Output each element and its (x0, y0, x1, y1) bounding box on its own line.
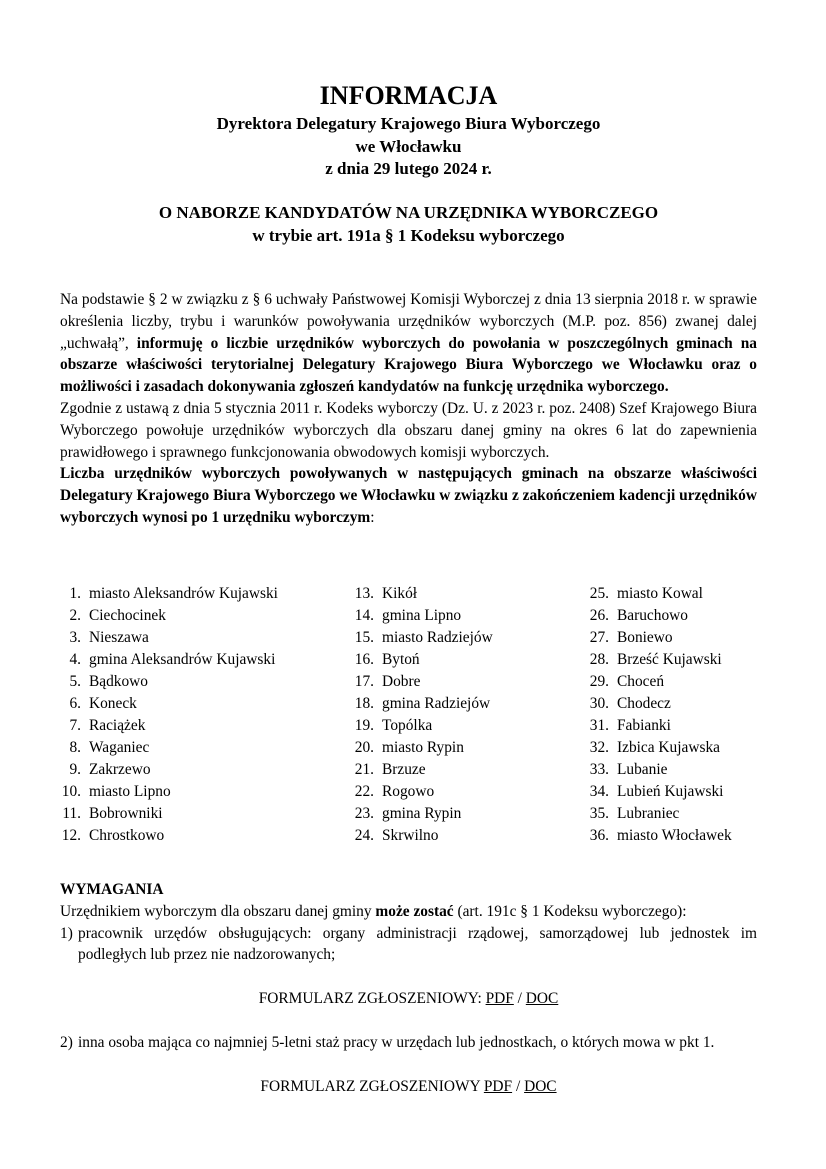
gmina-number: 20. (354, 739, 374, 756)
gmina-number: 27. (589, 629, 609, 646)
requirements-intro-ref: (art. 191c § 1 Kodeksu wyborczego): (453, 902, 687, 920)
gmina-number: 10. (61, 783, 81, 800)
gmina-name: Zakrzewo (89, 761, 151, 778)
form-separator: / (513, 990, 526, 1008)
document-heading (60, 201, 757, 247)
requirement-marker: 1) (60, 924, 73, 942)
gmina-list-item (345, 781, 493, 803)
gmina-name: gmina Radziejów (382, 695, 491, 712)
gmina-list-item (345, 759, 493, 781)
gmina-number: 17. (354, 673, 374, 690)
gmina-number: 30. (589, 695, 609, 712)
gmina-name: Skrwilno (382, 827, 439, 844)
gmina-name: gmina Rypin (382, 805, 462, 822)
gmina-name: miasto Rypin (382, 739, 464, 756)
requirements-intro (60, 901, 757, 923)
requirements-heading: WYMAGANIA (60, 881, 164, 898)
intro-paragraph-1 (60, 289, 757, 398)
gmina-number: 29. (589, 673, 609, 690)
gmina-name: Ciechocinek (89, 607, 166, 624)
form-doc-link[interactable]: DOC (524, 1077, 557, 1095)
form-separator: / (512, 1077, 525, 1095)
subtitle-location: we Włocławku (355, 136, 462, 156)
heading-sub: w trybie art. 191a § 1 Kodeksu wyborczego (252, 226, 565, 245)
gmina-list-item (580, 781, 732, 803)
gmina-list-item (60, 627, 278, 649)
gmina-number: 25. (589, 585, 609, 602)
gmina-list-item (345, 649, 493, 671)
gmina-name: Chodecz (617, 695, 671, 712)
gmina-name: Topólka (382, 717, 433, 734)
gmina-list-item (60, 737, 278, 759)
document-title: INFORMACJA (319, 81, 498, 110)
gmina-list-item (580, 583, 732, 605)
gmina-name: miasto Włocławek (617, 827, 732, 844)
gmina-number: 5. (69, 673, 81, 690)
gmina-list-item (580, 715, 732, 737)
intro-p3-tail: : (370, 508, 375, 526)
requirements-intro-bold: może zostać (375, 902, 454, 920)
gmina-name: gmina Lipno (382, 607, 462, 624)
form-pdf-link[interactable]: PDF (483, 1077, 513, 1095)
gmina-number: 33. (589, 761, 609, 778)
gmina-number: 1. (69, 585, 81, 602)
gmina-list-item (60, 803, 278, 825)
gmina-list-item (580, 759, 732, 781)
intro-p1-plain: Na podstawie § 2 w związku z § 6 uchwały Państwowej Komisji Wyborczej z dnia 13 sierpnia 2018 r. w sprawie określenia liczby, trybu i warunków powoływania urzędników wyborczych (M.P. poz. 856) zwanej dalej „uchwałą”, (60, 291, 757, 352)
gmina-list-item (60, 759, 278, 781)
gmina-name: Izbica Kujawska (617, 739, 720, 756)
gmina-name: gmina Aleksandrów Kujawski (89, 651, 276, 668)
gmina-name: Brześć Kujawski (617, 651, 722, 668)
gmina-number: 19. (354, 717, 374, 734)
application-form-line-1 (60, 988, 757, 1010)
gmina-number: 16. (354, 651, 374, 668)
gmina-name: Waganiec (89, 739, 150, 756)
gmina-name: Baruchowo (617, 607, 688, 624)
gmina-name: Nieszawa (89, 629, 149, 646)
gmina-name: Koneck (89, 695, 137, 712)
gmina-number: 36. (589, 827, 609, 844)
document-subtitle (60, 113, 757, 181)
gmina-list-item (580, 605, 732, 627)
gmina-name: Rogowo (382, 783, 435, 800)
gmina-number: 15. (354, 629, 374, 646)
gmina-list-item (345, 737, 493, 759)
gmina-number: 8. (69, 739, 81, 756)
gmina-name: Chrostkowo (89, 827, 165, 844)
gmina-list-item (345, 605, 493, 627)
gminy-column-3 (580, 583, 732, 847)
heading-main: O NABORZE KANDYDATÓW NA URZĘDNIKA WYBORCZEGO (158, 203, 659, 222)
subtitle-issuer: Dyrektora Delegatury Krajowego Biura Wyborczego (216, 114, 601, 133)
gmina-number: 26. (589, 607, 609, 624)
gmina-list-item (580, 671, 732, 693)
gmina-name: Kikół (382, 585, 418, 602)
gmina-list-item (60, 693, 278, 715)
gmina-name: Lubień Kujawski (617, 783, 724, 800)
gmina-number: 11. (62, 805, 81, 822)
gmina-list-item (60, 605, 278, 627)
gmina-name: Lubanie (617, 761, 668, 778)
gmina-number: 13. (354, 585, 374, 602)
intro-paragraph-2: Zgodnie z ustawą z dnia 5 stycznia 2011 r. Kodeks wyborczy (Dz. U. z 2023 r. poz. 2408) Szef Krajowego Biura Wyborczego powołuje urzędników wyborczych dla obszaru danej gminy na okres 6 lat do zapewnienia prawidłowego i sprawnego funkcjonowania obwodowych komisji wyborczych. (60, 399, 757, 461)
gmina-list-item (60, 583, 278, 605)
intro-paragraph-3 (60, 463, 757, 528)
gmina-name: Bytoń (382, 651, 420, 668)
gmina-name: Fabianki (617, 717, 671, 734)
gmina-list-item (580, 627, 732, 649)
requirement-text: pracownik urzędów obsługujących: organy administracji rządowej, samorządowej lub jednostek im podległych lub przez nie nadzorowanych; (78, 924, 757, 964)
gmina-list-item (60, 649, 278, 671)
application-form-line-2 (60, 1076, 757, 1098)
gmina-name: miasto Lipno (89, 783, 171, 800)
intro-p3-bold: Liczba urzędników wyborczych powoływanych w następujących gminach na obszarze właściwości Delegatury Krajowego Biura Wyborczego we Włocławku w związku z zakończeniem kadencji urzędników wyborczych wynosi po 1 urzędniku wyborczym (60, 465, 757, 526)
gmina-name: Choceń (617, 673, 665, 690)
gmina-list-item (345, 715, 493, 737)
gmina-list-item (60, 715, 278, 737)
gmina-name: Bądkowo (89, 673, 148, 690)
gmina-number: 24. (354, 827, 374, 844)
form-label: FORMULARZ ZGŁOSZENIOWY: (258, 990, 486, 1008)
form-label: FORMULARZ ZGŁOSZENIOWY (260, 1077, 484, 1095)
gminy-column-2 (345, 583, 493, 847)
requirements-intro-text: Urzędnikiem wyborczym dla obszaru danej gminy (60, 902, 376, 920)
gmina-list-item (580, 693, 732, 715)
gmina-number: 23. (354, 805, 374, 822)
form-doc-link[interactable]: DOC (525, 990, 559, 1008)
requirement-marker: 2) (60, 1033, 73, 1051)
gmina-number: 3. (69, 629, 81, 646)
gmina-list-item (345, 825, 493, 847)
gmina-list-item (60, 825, 278, 847)
gmina-name: Raciążek (89, 717, 146, 734)
gmina-name: Boniewo (617, 629, 673, 646)
subtitle-date: z dnia 29 lutego 2024 r. (325, 159, 492, 178)
gmina-number: 9. (69, 761, 81, 778)
gmina-number: 4. (69, 651, 81, 668)
gmina-number: 32. (589, 739, 609, 756)
intro-section (60, 289, 757, 529)
gmina-number: 34. (589, 783, 609, 800)
gmina-number: 12. (61, 827, 81, 844)
gmina-name: miasto Radziejów (382, 629, 493, 646)
gmina-number: 21. (354, 761, 374, 778)
gmina-number: 35. (589, 805, 609, 822)
gmina-number: 18. (354, 695, 374, 712)
gmina-list-item (580, 825, 732, 847)
gmina-list-item (60, 781, 278, 803)
requirement-item-1 (60, 923, 757, 967)
gmina-list-item (580, 737, 732, 759)
gmina-list-item (345, 671, 493, 693)
gmina-number: 22. (354, 783, 374, 800)
requirement-text: inna osoba mająca co najmniej 5-letni staż pracy w urzędach lub jednostkach, o których mowa w pkt 1. (78, 1033, 715, 1051)
gmina-list-item (580, 803, 732, 825)
gmina-list-item (580, 649, 732, 671)
requirements-section (60, 879, 757, 1098)
form-pdf-link[interactable]: PDF (485, 990, 514, 1008)
gmina-list-item (345, 803, 493, 825)
gmina-number: 2. (69, 607, 81, 624)
intro-p1-bold: informuję o liczbie urzędników wyborczych do powołania w poszczególnych gminach na obszarze właściwości terytorialnej Delegatury Krajowego Biura Wyborczego we Włocławku oraz o możliwości i zasadach dokonywania zgłoszeń kandydatów na funkcję urzędnika wyborczego. (60, 334, 757, 396)
gmina-name: Bobrowniki (89, 805, 163, 822)
gmina-list-item (345, 583, 493, 605)
gmina-number: 6. (69, 695, 81, 712)
gmina-name: miasto Kowal (617, 585, 703, 602)
gmina-list-item (345, 627, 493, 649)
gmina-name: Dobre (382, 673, 421, 690)
gmina-list-item (60, 671, 278, 693)
gmina-number: 7. (69, 717, 81, 734)
gmina-list-item (345, 693, 493, 715)
gmina-name: Lubraniec (617, 805, 680, 822)
gmina-number: 28. (589, 651, 609, 668)
gmina-name: miasto Aleksandrów Kujawski (89, 585, 278, 602)
requirement-item-2 (60, 1032, 757, 1054)
gminy-column-1 (60, 583, 278, 847)
gmina-name: Brzuze (382, 761, 426, 778)
gmina-number: 14. (354, 607, 374, 624)
gmina-number: 31. (589, 717, 609, 734)
